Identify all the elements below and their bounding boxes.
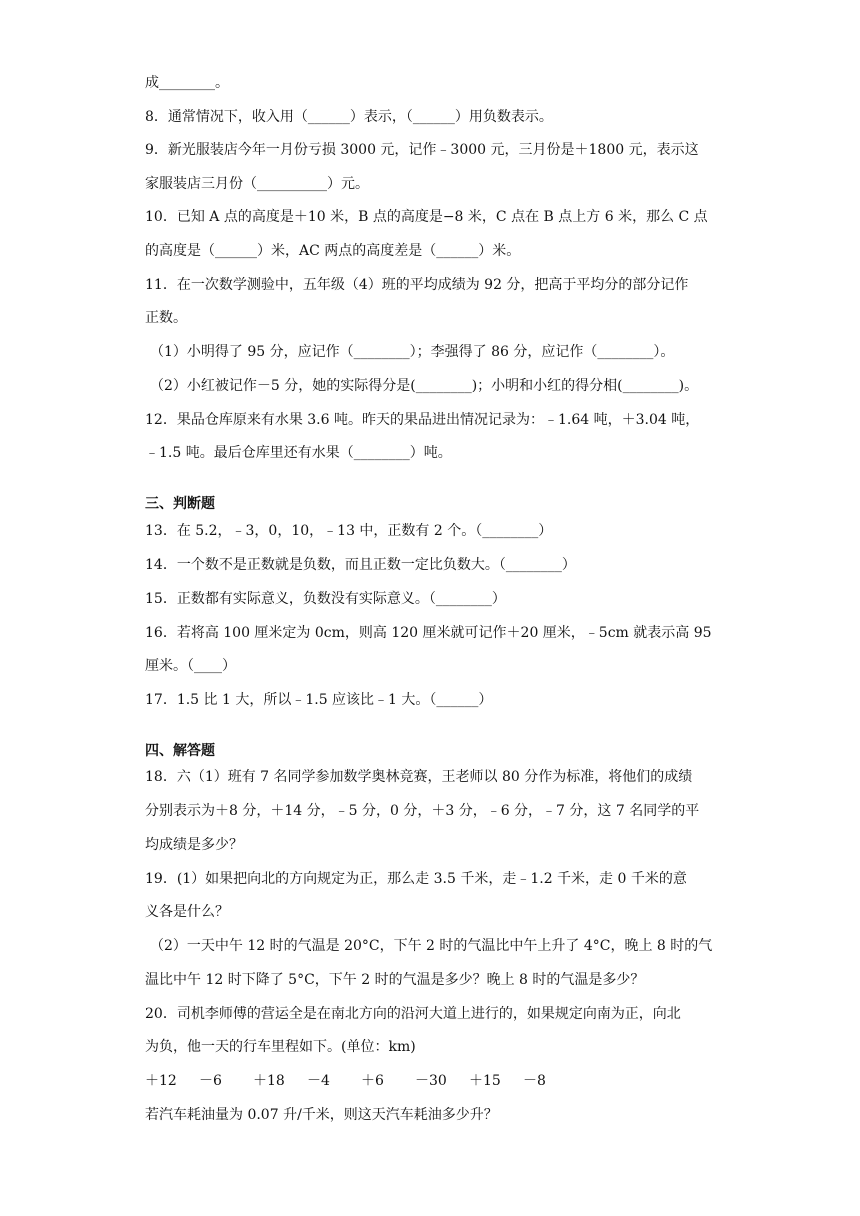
question-13: 13．在 5.2，﹣3，0，10，﹣13 中，正数有 2 个。（________） — [145, 523, 553, 539]
question-15: 15．正数都有实际意义，负数没有实际意义。（________） — [145, 591, 506, 607]
question-18-line2: 分别表示为＋8 分，＋14 分，﹣5 分，0 分，＋3 分，﹣6 分，﹣7 分，这 7 名同学的平 — [145, 803, 700, 819]
question-19-part2-line2: 温比中午 12 时下降了 5°C，下午 2 时的气温是多少？晚上 8 时的气温是多少？ — [145, 972, 645, 988]
mileage-value: －4 — [307, 1073, 330, 1089]
mileage-list — [145, 1071, 577, 1091]
mileage-value: －30 — [415, 1073, 447, 1089]
question-11-line1: 11．在一次数学测验中，五年级（4）班的平均成绩为 92 分，把高于平均分的部分记作 — [145, 277, 689, 293]
question-16-line1: 16．若将高 100 厘米定为 0cm，则高 120 厘米就可记作＋20 厘米，﹣5cm 就表示高 95 — [145, 625, 712, 641]
question-9-line1: 9．新光服装店今年一月份亏损 3000 元，记作﹣3000 元，三月份是＋1800 元，表示这 — [145, 142, 699, 158]
question-18-line3: 均成绩是多少？ — [145, 837, 243, 853]
question-12-line2: ﹣1.5 吨。最后仓库里还有水果（________）吨。 — [145, 445, 452, 461]
question-19-part2-line1: （2）一天中午 12 时的气温是 20°C，下午 2 时的气温比中午上升了 4°C，晚上 8 时的气 — [150, 938, 713, 954]
question-19-line2: 义各是什么？ — [145, 904, 229, 920]
mileage-value: －6 — [199, 1073, 222, 1089]
question-17: 17．1.5 比 1 大，所以﹣1.5 应该比﹣1 大。（______） — [145, 692, 493, 708]
question-20-line2: 为负，他一天的行车里程如下。(单位：km) — [145, 1039, 416, 1055]
question-14: 14．一个数不是正数就是负数，而且正数一定比负数大。（________） — [145, 557, 576, 573]
mileage-value: ＋15 — [469, 1073, 501, 1089]
section-heading-judgment: 三、判断题 — [145, 496, 215, 512]
question-11-part2: （2）小红被记作－5 分，她的实际得分是(________)；小明和小红的得分相(________)。 — [150, 378, 699, 394]
q7-continuation: 成________。 — [145, 75, 229, 91]
question-11-part1: （1）小明得了 95 分，应记作（________）；李强得了 86 分，应记作（________）。 — [150, 344, 675, 360]
question-12-line1: 12．果品仓库原来有水果 3.6 吨。昨天的果品进出情况记录为：﹣1.64 吨，＋3.04 吨， — [145, 412, 700, 428]
question-20-line1: 20．司机李师傅的营运全是在南北方向的沿河大道上进行的，如果规定向南为正，向北 — [145, 1006, 681, 1022]
mileage-value: －8 — [523, 1073, 546, 1089]
question-18-line1: 18．六（1）班有 7 名同学参加数学奥林竞赛，王老师以 80 分作为标准，将他们的成绩 — [145, 769, 693, 785]
mileage-value: ＋6 — [361, 1073, 384, 1089]
mileage-value: ＋18 — [253, 1073, 285, 1089]
section-heading-answers: 四、解答题 — [145, 743, 215, 759]
mileage-value: ＋12 — [145, 1073, 177, 1089]
question-10-line2: 的高度是（______）米，AC 两点的高度差是（______）米。 — [145, 243, 521, 259]
question-19-line1: 19．(1）如果把向北的方向规定为正，那么走 3.5 千米，走﹣1.2 千米，走 0 千米的意 — [145, 871, 687, 887]
question-10-line1: 10．已知 A 点的高度是＋10 米，B 点的高度是−8 米，C 点在 B 点上方 6 米，那么 C 点 — [145, 209, 708, 225]
question-16-line2: 厘米。（____） — [145, 658, 236, 674]
question-9-line2: 家服装店三月份（__________）元。 — [145, 176, 369, 192]
question-20-line3: 若汽车耗油量为 0.07 升/千米，则这天汽车耗油多少升？ — [145, 1107, 498, 1123]
question-11-line2: 正数。 — [145, 310, 187, 326]
question-8: 8．通常情况下，收入用（______）表示，（______）用负数表示。 — [145, 109, 553, 125]
